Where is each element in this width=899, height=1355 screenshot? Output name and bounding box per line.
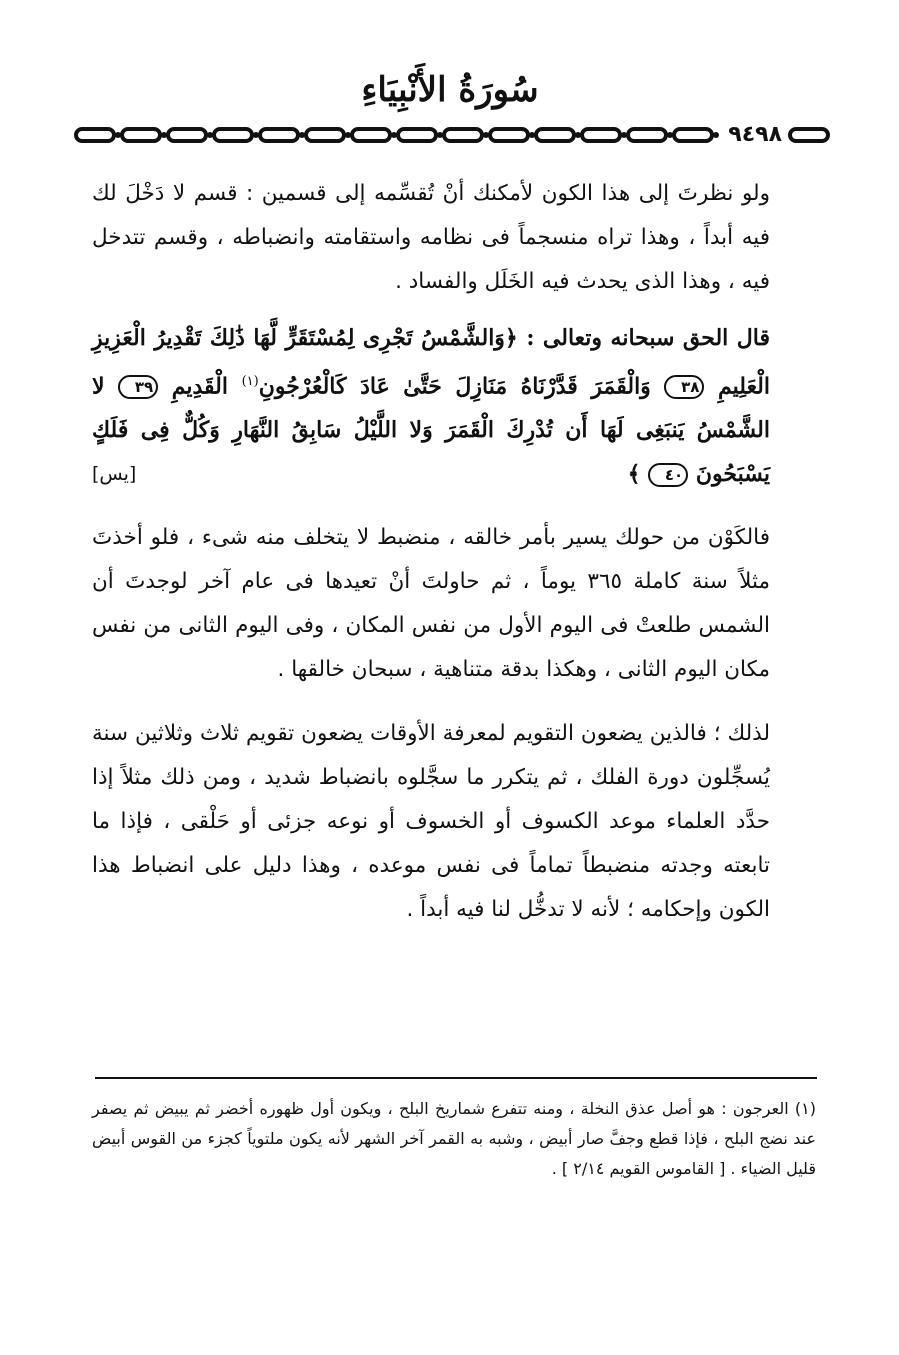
verse-text: لا الشَّمْسُ يَنبَغِى لَهَا أَن تُدْرِكَ الْقَمَرَ وَلا اللَّيْلُ سَابِقُ النَّهَارِ وَكُلٌّ فِى فَلَكٍ يَسْبَحُونَ: [92, 373, 770, 488]
verse-text: قال الحق سبحانه وتعالى : ﴿وَالشَّمْسُ تَجْرِى لِمُسْتَقَرٍّ لَّهَا ذَٰلِكَ تَقْدِيرُ الْعَزِيزِ الْعَلِيمِ: [92, 325, 770, 400]
verse-number: ٤٠: [648, 463, 688, 487]
paragraph: فالكَوْن من حولك يسير بأمر خالقه ، منضبط لا يتخلف منه شىء ، فلو أخذتَ مثلاً سنة كاملة ٣٦٥ يوماً ، ثم حاولتَ أنْ تعيدها فى عام آخر لوجدتَ أن الشمس طلعتْ فى اليوم الأول من نفس المكان ، وفى اليوم الثانى من نفس مكان اليوم الثانى ، وهكذا بدقة متناهية ، سبحان خالقها .: [92, 525, 770, 683]
verse-number: ٣٩: [118, 375, 158, 399]
footnote-divider: [95, 1077, 817, 1079]
surah-title: سُورَةُ الأَنْبِيَاءِ: [361, 70, 539, 110]
verse-close-bracket: ﴾: [627, 461, 641, 488]
footnote: (١) العرجون : هو أصل عذق النخلة ، ومنه تتفرع شماريخ البلح ، ويكون أول ظهوره أخضر ثم يبيض ثم يصفر عند نضج البلح ، فإذا قطع وجفَّ صار أبيض ، وشبه به القمر آخر الشهر لأنه يكون ملتوياً كجزء من القوس أبيض قليل الضياء . [ القاموس القويم ٢/١٤ ] .: [92, 1099, 816, 1178]
header-ornament-band: [72, 120, 832, 150]
quran-verse-block: [92, 316, 816, 496]
page-number: ٩٤٩٨: [726, 120, 784, 150]
chain-ornament-icon: [72, 120, 832, 150]
verse-number: ٣٨: [664, 375, 704, 399]
footnote-marker: (١): [241, 374, 259, 389]
paragraph: ولو نظرتَ إلى هذا الكون لأمكنك أنْ تُقسِّمه إلى قسمين : قسم لا دَخْلَ لك فيه أبداً ، وهذا تراه منسجماً فى نظامه واستقامته وانضباطه ، وقسم تتدخل فيه ، وهذا الذى يحدث فيه الخَلَل والفساد .: [92, 181, 770, 294]
surah-reference: [يس]: [92, 463, 137, 486]
paragraph: لذلك ؛ فالذين يضعون التقويم لمعرفة الأوقات يضعون تقويم ثلاث وثلاثين سنة يُسجِّلون دورة الفلك ، ثم يتكرر ما سجَّلوه بانضباط شديد ، ومن ذلك مثلاً إذا حدَّد العلماء موعد الكسوف أو الخسوف أو نوعه جزئى أو حَلْقى ، فإذا ما تابعته وجدته منضبطاً تماماً فى نفس موعده ، وهذا دليل على انضباط هذا الكون وإحكامه ؛ لأنه لا تدخُّل لنا فيه أبداً .: [92, 721, 770, 923]
main-text: [92, 172, 816, 932]
verse-text: الْقَدِيمِ: [171, 373, 228, 400]
verse-text: وَالْقَمَرَ قَدَّرْنَاهُ مَنَازِلَ حَتَّىٰ عَادَ كَالْعُرْجُونِ: [258, 373, 651, 400]
